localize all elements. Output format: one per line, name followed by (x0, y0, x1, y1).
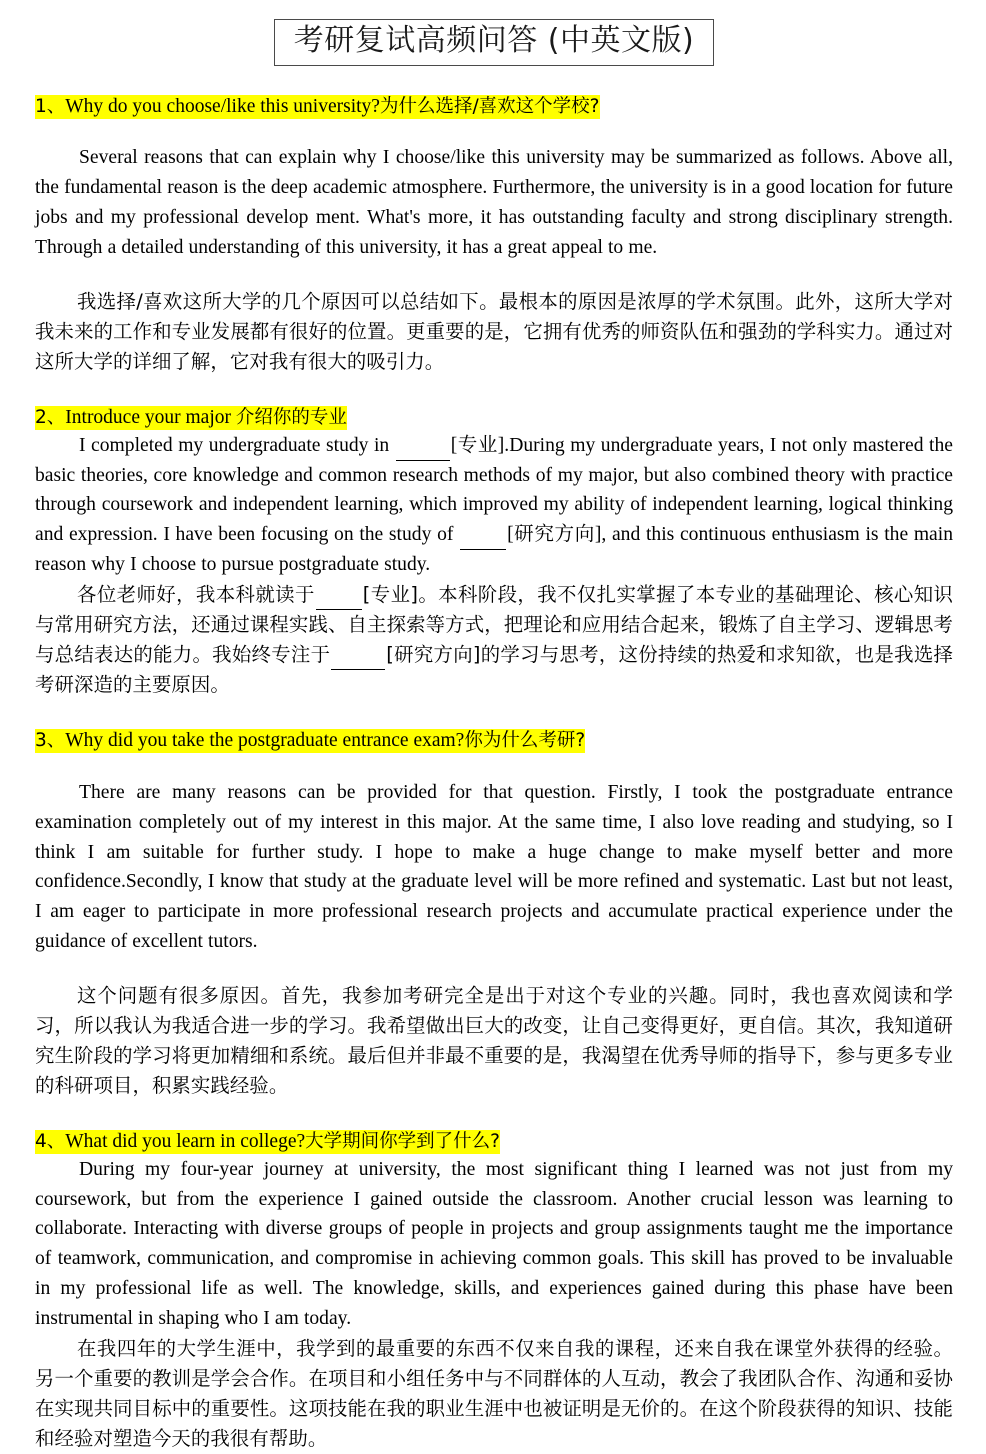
question-text-cn-2: 介绍你的专业 (235, 406, 347, 428)
question-number-2: 2、 (35, 406, 66, 428)
question-text-cn-3: 你为什么考研? (464, 729, 586, 751)
section-4 (35, 1130, 953, 1454)
answer-cn-2 (35, 580, 953, 700)
question-text-cn-4: 大学期间你学到了什么? (305, 1130, 500, 1152)
answer-cn-2-part1: 各位老师好，我本科就读于 (77, 582, 315, 606)
question-number-3: 3、 (35, 729, 66, 751)
question-heading-2 (35, 406, 953, 431)
question-text-en-1: Why do you choose/like this university? (65, 95, 380, 117)
answer-cn-4: 在我四年的大学生涯中，我学到的最重要的东西不仅来自我的课程，还来自我在课堂外获得的经验。另一个重要的教训是学会合作。在项目和小组任务中与不同群体的人互动，教会了我团队合作、沟通和妥协在实现共同目标中的重要性。这项技能在我的职业生涯中也被证明是无价的。在这个阶段获得的知识、技能和经验对塑造今天的我很有帮助。 (35, 1336, 953, 1450)
section-3 (35, 729, 953, 1101)
question-text-en-2: Introduce your major (65, 406, 236, 428)
answer-en-2 (35, 431, 953, 580)
spacer (35, 754, 953, 778)
answer-cn-2-part3: [研究方向]的学习与思考，这份持续的热爱和求知欲，也是我选择考研深造的主要原因。 (35, 642, 953, 696)
fill-blank-research-cn[interactable] (331, 651, 385, 670)
answer-en-3: There are many reasons can be provided for that question. Firstly, I took the postgraduate entrance examination completely out of my interest in this major. At the same time, I also love reading and studying, so I think I am suitable for further study. I hope to make a huge change to make myself better and more confidence.Secondly, I know that study at the graduate level will be more refined and systematic. Last but not least, I am eager to participate in more professional research projects and accumulate practical experience under the guidance of excellent tutors. (35, 781, 953, 952)
answer-en-2-part2: [专业].During my undergraduate years, I not only mastered the basic theories, core knowledge and common research methods of my major, but also combined theory with practice through coursework and independent learning, which improved my ability of independent learning, logical thinking and expression. I have been focusing on the study of (35, 434, 953, 546)
question-number-4: 4、 (35, 1130, 66, 1152)
answer-cn-1: 我选择/喜欢这所大学的几个原因可以总结如下。最根本的原因是浓厚的学术氛围。此外，这所大学对我未来的工作和专业发展都有很好的位置。更重要的是，它拥有优秀的师资队伍和强劲的学科实力。通过对这所大学的详细了解，它对我有很大的吸引力。 (35, 289, 953, 373)
spacer (35, 66, 953, 95)
question-text-en-4: What did you learn in college? (65, 1130, 306, 1152)
answer-en-2-part3: [研究方向], and this continuous enthusiasm is the main reason why I choose to pursue postgraduate study. (35, 524, 953, 575)
spacer (35, 700, 953, 729)
answer-en-1: Several reasons that can explain why I choose/like this university may be summarized as follows. Above all, the fundamental reason is the deep academic atmosphere. Furthermore, the university is in a good location for future jobs and my professional develop ment. What's more, it has outstanding faculty and strong disciplinary strength. Through a detailed understanding of this university, it has a great appeal to me. (35, 147, 953, 258)
page-title: 考研复试高频问答 (中英文版) (274, 19, 714, 66)
answer-en-2-part1: I completed my undergraduate study in (79, 434, 395, 456)
question-text-en-3: Why did you take the postgraduate entrance exam? (65, 729, 465, 751)
answer-en-4: During my four-year journey at university, the most significant thing I learned was not just from my coursework, but from the experience I gained outside the classroom. Another crucial lesson was learning to collaborate. Interacting with diverse groups of people in projects and group assignments taught me the importance of teamwork, communication, and compromise in achieving common goals. This skill has proved to be invaluable in my professional life as well. The knowledge, skills, and experiences gained during this phase have been instrumental in shaping who I am today. (35, 1158, 953, 1329)
section-1 (35, 95, 953, 377)
fill-blank-research-en[interactable] (460, 531, 506, 550)
answer-cn-2-part2: [专业]。本科阶段，我不仅扎实掌握了本专业的基础理论、核心知识与常用研究方法，还通过课程实践、自主探索等方式，把理论和应用结合起来，锻炼了自主学习、逻辑思考与总结表达的能力。我始终专注于 (35, 582, 953, 666)
spacer (35, 1101, 953, 1130)
question-text-cn-1: 为什么选择/喜欢这个学校? (379, 95, 600, 117)
question-heading-4 (35, 1130, 953, 1155)
fill-blank-major-cn[interactable] (316, 591, 362, 610)
spacer (35, 957, 953, 981)
question-heading-3 (35, 729, 953, 754)
spacer (35, 377, 953, 406)
spacer (35, 263, 953, 287)
question-number-1: 1、 (35, 95, 66, 117)
title-container (35, 0, 953, 66)
answer-cn-3: 这个问题有很多原因。首先，我参加考研完全是出于对这个专业的兴趣。同时，我也喜欢阅读和学习，所以我认为我适合进一步的学习。我希望做出巨大的改变，让自己变得更好，更自信。其次，我知道研究生阶段的学习将更加精细和系统。最后但并非最不重要的是，我渴望在优秀导师的指导下，参与更多专业的科研项目，积累实践经验。 (35, 983, 953, 1097)
question-heading-1 (35, 95, 953, 120)
fill-blank-major-en[interactable] (396, 442, 450, 461)
section-2 (35, 406, 953, 700)
spacer (35, 119, 953, 143)
